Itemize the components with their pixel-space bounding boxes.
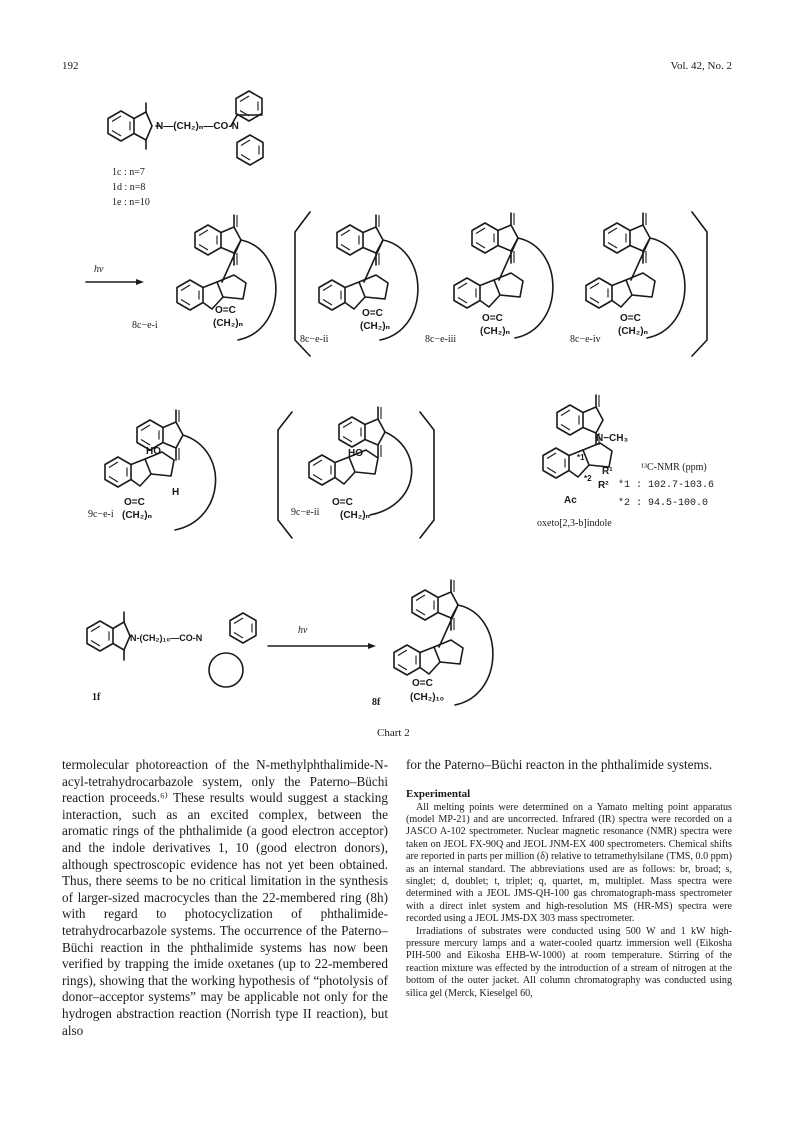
page-number: 192 (62, 60, 79, 72)
experimental-paragraph-2: Irradiations of substrates were conducted using 500 W and 1 kW high-pressure mercury lamps and a water-cooled quartz immersion well (Eikosha PIH-500 and Eikosha EHB-W-1000) at room temperature. Stirring of the reaction mixture was effected by the introduction of a stream of nitrogen at the bottom of the outer jacket. All column chromatography was conducted using silica gel (Merck, Kieselgel 60, (406, 925, 732, 999)
hv-label-2: hν (298, 625, 308, 636)
h-9i: H (172, 487, 180, 498)
right-lead-paragraph: for the Paterno–Büchi reacton in the phthalimide systems. (406, 757, 713, 772)
label-9cei: 9c−e-i (88, 509, 114, 520)
carbonyl-8f: O=C (412, 678, 433, 689)
right-column (406, 757, 732, 1000)
carbonyl-9ii: O=C (332, 497, 353, 508)
nmr-shift-1: *1 : 102.7-103.6 (618, 480, 715, 491)
hv-label-1: hν (94, 264, 104, 275)
oxeto-star2: *2 (584, 474, 592, 483)
product-8f-label: 8f (372, 697, 381, 708)
carbonyl-8iv: O=C (620, 313, 641, 324)
chain-8ii: (CH₂)ₙ (360, 321, 391, 332)
compound-1d-label: 1d : n=8 (112, 182, 146, 193)
compound-1f-label: 1f (92, 692, 101, 703)
experimental-paragraph-1: All melting points were determined on a Yamato melting point apparatus (model MP-21) and are uncorrected. Infrared (IR) spectra were recorded on a JASCO A-102 spectrometer. Nuclear magnetic resonance (NMR) spectra were taken on JEOL FX-90Q and JEOL JNM-EX 400 spectrometers. Chemical shifts are reported in parts per million (δ) relative to tetramethylsilane (TMS, 0.0 ppm) as an internal standard. The abbreviations used are as follows: br, broad; s, singlet; d, doublet; t, triplet; q, quartet, m, multiplet. Mass spectra were determined with a JEOL JMS-QH-100 gas chromatograph-mass spectrometer with a direct inlet system and high-resolution MS (HR-MS) spectra were recorded using a JEOL JMS-DX 303 mass spectrometer. (406, 801, 732, 925)
compound-1c-label: 1c : n=7 (112, 167, 145, 178)
journal-volume: Vol. 42, No. 2 (670, 60, 732, 72)
left-column-paragraph: termolecular photoreaction of the N-methylphthalimide-N-acyl-tetrahydrocarbazole system, only the Paterno–Büchi reaction proceeds.⁶⁾ These results would suggest a stacking interaction, such as an excited complex, between the aromatic rings of the phthalimide (a good electron acceptor) and the indole derivatives 1, 10 (good electron donors), although spectroscopic evidence has not yet been obtained. Thus, there seems to be no critical limitation in the synthesis of larger-sized macrocycles than the 22-membered ring (8h) with regard to photocyclization of phthalimide-tetrahydrocarbazole systems. The occurrence of the Paterno–Büchi reaction in the phthalimide systems has now been verified by trapping the imide oxetanes (up to 22-membered rings), showing that the working hypothesis of “photolysis of donor–acceptor systems” may be applicable not only for the hydrogen abstraction reaction (Norrish type II reaction), but also (62, 757, 388, 1038)
chain-8i: (CH₂)ₙ (213, 318, 244, 329)
chain-9ii: (CH₂)ₙ (340, 510, 371, 521)
oxeto-r2: R² (598, 480, 609, 491)
experimental-heading: Experimental (406, 787, 471, 800)
compound-1e-label: 1e : n=10 (112, 197, 150, 208)
oxeto-ac: Ac (564, 495, 577, 506)
carbonyl-8iii: O=C (482, 313, 503, 324)
nmr-title: ¹³C-NMR (ppm) (641, 462, 707, 473)
carbonyl-8i: O=C (215, 305, 236, 316)
oxeto-star1: *1 (577, 453, 585, 462)
chart-caption: Chart 2 (377, 727, 410, 739)
carbonyl-9i: O=C (124, 497, 145, 508)
label-8ceii: 8c−e-ii (300, 334, 329, 345)
chain-9i: (CH₂)ₙ (122, 510, 153, 521)
label-8ceiv: 8c−e-iv (570, 334, 601, 345)
ho-9ii: HO (348, 448, 363, 459)
chain-8f: (CH₂)₁₀ (410, 692, 445, 703)
carbonyl-8ii: O=C (362, 308, 383, 319)
label-8cei: 8c−e-i (132, 320, 158, 331)
left-column (62, 757, 388, 1039)
label-8ceiii: 8c−e-iii (425, 334, 457, 345)
oxeto-indole-name: oxeto[2,3-b]indole (537, 518, 612, 529)
nmr-shift-2: *2 : 94.5-100.0 (618, 498, 709, 509)
ho-9i: HO (146, 446, 161, 457)
oxeto-nch3: N−CH₃ (596, 433, 629, 444)
compound-1f-chain: N-(CH₂)₁₀—CO-N (130, 633, 203, 643)
chain-8iv: (CH₂)ₙ (618, 326, 649, 337)
chain-8iii: (CH₂)ₙ (480, 326, 511, 337)
compound-1-chain: N—(CH₂)ₙ—CO-N (156, 121, 239, 132)
label-9ceii: 9c−e-ii (291, 507, 320, 518)
oxeto-r1: R¹ (602, 466, 613, 477)
